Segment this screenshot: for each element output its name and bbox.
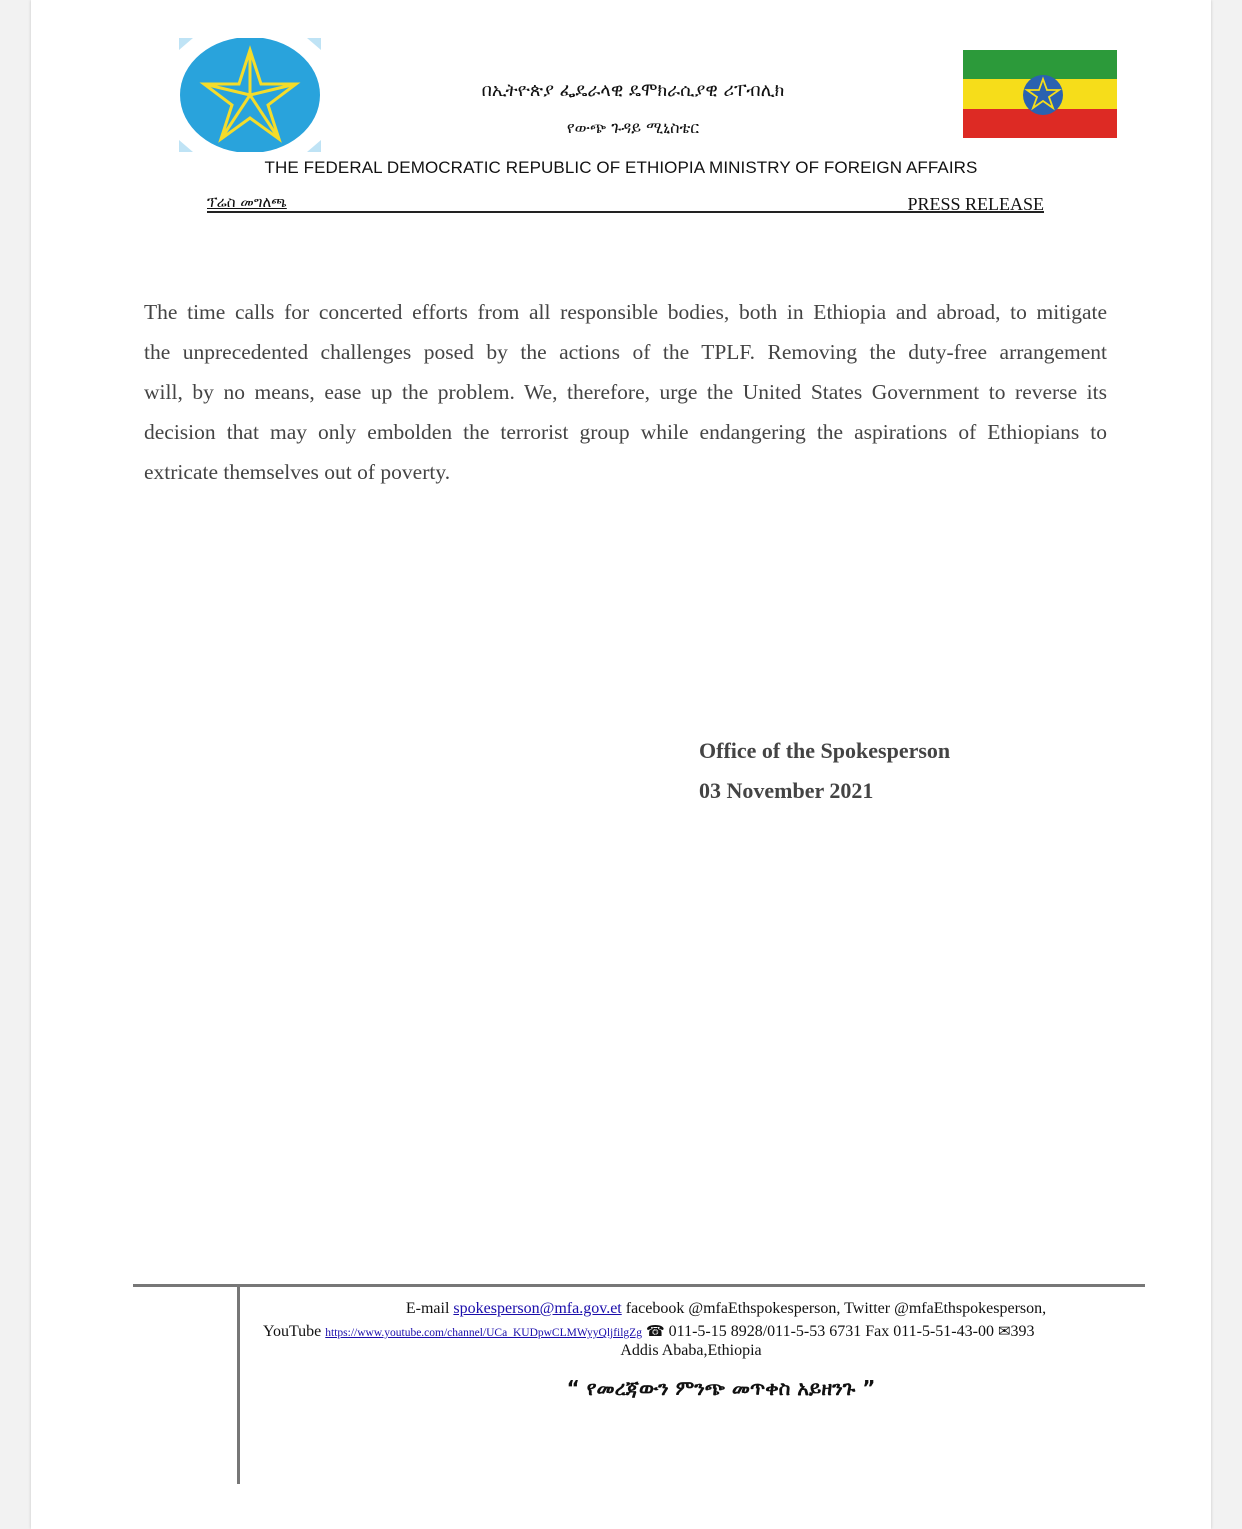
youtube-link[interactable]: https://www.youtube.com/channel/UCa_KUDpwCLMWyyQljfilgZg: [325, 1327, 642, 1339]
body-line: extricate themselves out of poverty.: [144, 460, 451, 484]
email-link[interactable]: spokesperson@mfa.gov.et: [453, 1300, 622, 1317]
header-english-title: THE FEDERAL DEMOCRATIC REPUBLIC OF ETHIOPIA MINISTRY OF FOREIGN AFFAIRS: [264, 158, 978, 177]
email-label: E-mail: [405, 1300, 450, 1317]
footer-city: Addis Ababa,Ethiopia: [620, 1342, 762, 1359]
press-release-amharic: ፕሬስ መግለጫ: [207, 193, 287, 211]
signature-office: Office of the Spokesperson: [699, 738, 951, 763]
footer-youtube-line: [263, 1322, 1163, 1341]
envelope-icon: ✉: [997, 1322, 1011, 1340]
footer-divider-horizontal: [133, 1284, 1145, 1287]
body-line: the unprecedented challenges posed by the actions of the TPLF. Removing the duty-free arrangement: [144, 340, 1107, 364]
header-amharic-title: በኢትዮጵያ ፌዴራላዊ ዴሞክራሲያዊ ሪፐብሊክ: [481, 80, 785, 101]
youtube-label: YouTube: [263, 1323, 322, 1340]
body-line: decision that may only embolden the terrorist group while endangering the aspirations of Ethiopians to: [144, 420, 1107, 444]
social-handles: facebook @mfaEthspokesperson, Twitter @mfaEthspokesperson,: [625, 1300, 1047, 1317]
footer-divider-vertical: [237, 1286, 240, 1484]
header-divider: [207, 211, 1044, 213]
footer-contact-line: [241, 1300, 1211, 1318]
document-page: [31, 0, 1211, 1529]
phone-fax: 011-5-15 8928/011-5-53 6731 Fax 011-5-51-43-00: [668, 1323, 994, 1340]
body-line: will, by no means, ease up the problem. We, therefore, urge the United States Government to reverse its: [144, 380, 1107, 404]
press-release-body: [144, 292, 1107, 492]
phone-icon: ☎: [645, 1322, 665, 1340]
signature-date: 03 November 2021: [699, 778, 874, 803]
press-release-english: PRESS RELEASE: [907, 194, 1044, 214]
po-box: 393: [1010, 1323, 1035, 1340]
header-amharic-ministry: የውጭ ጉዳይ ሚኒስቴር: [566, 118, 700, 137]
body-line: The time calls for concerted efforts from all responsible bodies, both in Ethiopia and abroad, to mitigate: [144, 300, 1107, 324]
footer-motto: “ የመረጃውን ምንጭ መጥቀስ አይዘንጉ ”: [566, 1376, 876, 1400]
